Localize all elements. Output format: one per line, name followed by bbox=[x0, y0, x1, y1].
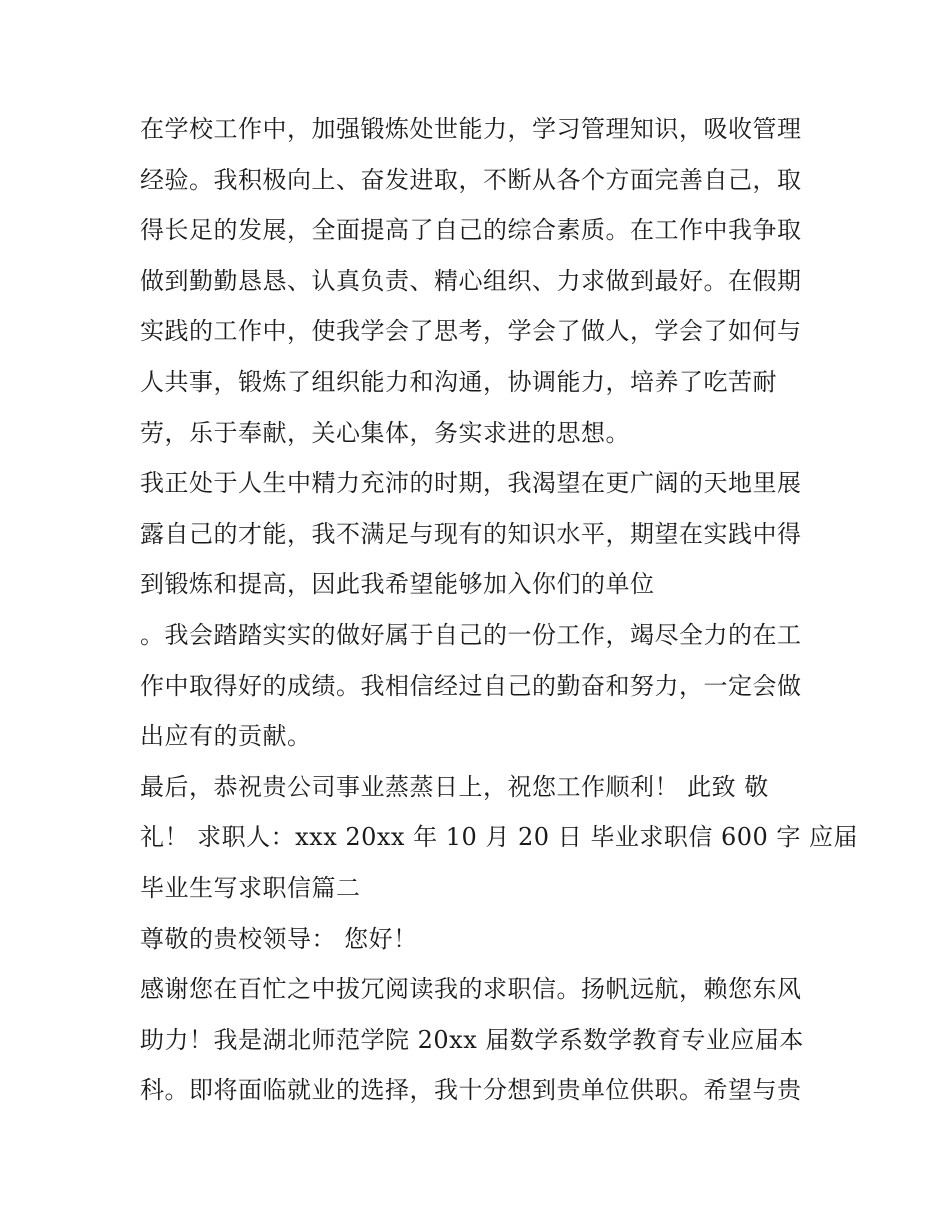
text-line: 做到勤勤恳恳、认真负责、精心组织、力求做到最好。在假期 bbox=[140, 266, 802, 295]
text-line: 实践的工作中，使我学会了思考，学会了做人，学会了如何与 bbox=[140, 317, 802, 346]
text-line: 作中取得好的成绩。我相信经过自己的勤奋和努力，一定会做 bbox=[140, 671, 802, 700]
text-line: 助力！我是湖北师范学院 20xx 届数学系数学教育专业应届本 bbox=[140, 1025, 804, 1054]
text-line: 科。即将面临就业的选择，我十分想到贵单位供职。希望与贵 bbox=[140, 1076, 802, 1105]
text-line: 劳，乐于奉献，关心集体，务实求进的思想。 bbox=[140, 418, 630, 447]
text-line: 尊敬的贵校领导： 您好！ bbox=[140, 924, 418, 953]
text-line: 得长足的发展，全面提高了自己的综合素质。在工作中我争取 bbox=[140, 216, 802, 245]
text-line: 出应有的贡献。 bbox=[140, 722, 312, 751]
text-line: 在学校工作中，加强锻炼处世能力，学习管理知识，吸收管理 bbox=[140, 115, 802, 143]
text-line: 毕业生写求职信篇二 bbox=[140, 873, 361, 902]
body-text bbox=[140, 104, 859, 1116]
text-line: 感谢您在百忙之中拔冗阅读我的求职信。扬帆远航，赖您东风 bbox=[140, 975, 802, 1004]
text-line: 人共事，锻炼了组织能力和沟通，协调能力，培养了吃苦耐 bbox=[140, 367, 777, 396]
text-line: 经验。我积极向上、奋发进取，不断从各个方面完善自己，取 bbox=[140, 165, 802, 194]
text-line: 。我会踏踏实实的做好属于自己的一份工作，竭尽全力的在工 bbox=[140, 620, 802, 649]
text-line: 礼！ 求职人：xxx 20xx 年 10 月 20 日 毕业求职信 600 字 应届 bbox=[140, 823, 859, 852]
text-line: 露自己的才能，我不满足与现有的知识水平，期望在实践中得 bbox=[140, 519, 802, 548]
text-line: 我正处于人生中精力充沛的时期，我渴望在更广阔的天地里展 bbox=[140, 469, 802, 498]
text-line: 到锻炼和提高，因此我希望能够加入你们的单位 bbox=[140, 570, 655, 599]
text-line: 最后，恭祝贵公司事业蒸蒸日上，祝您工作顺利！ 此致 敬 bbox=[140, 772, 769, 801]
